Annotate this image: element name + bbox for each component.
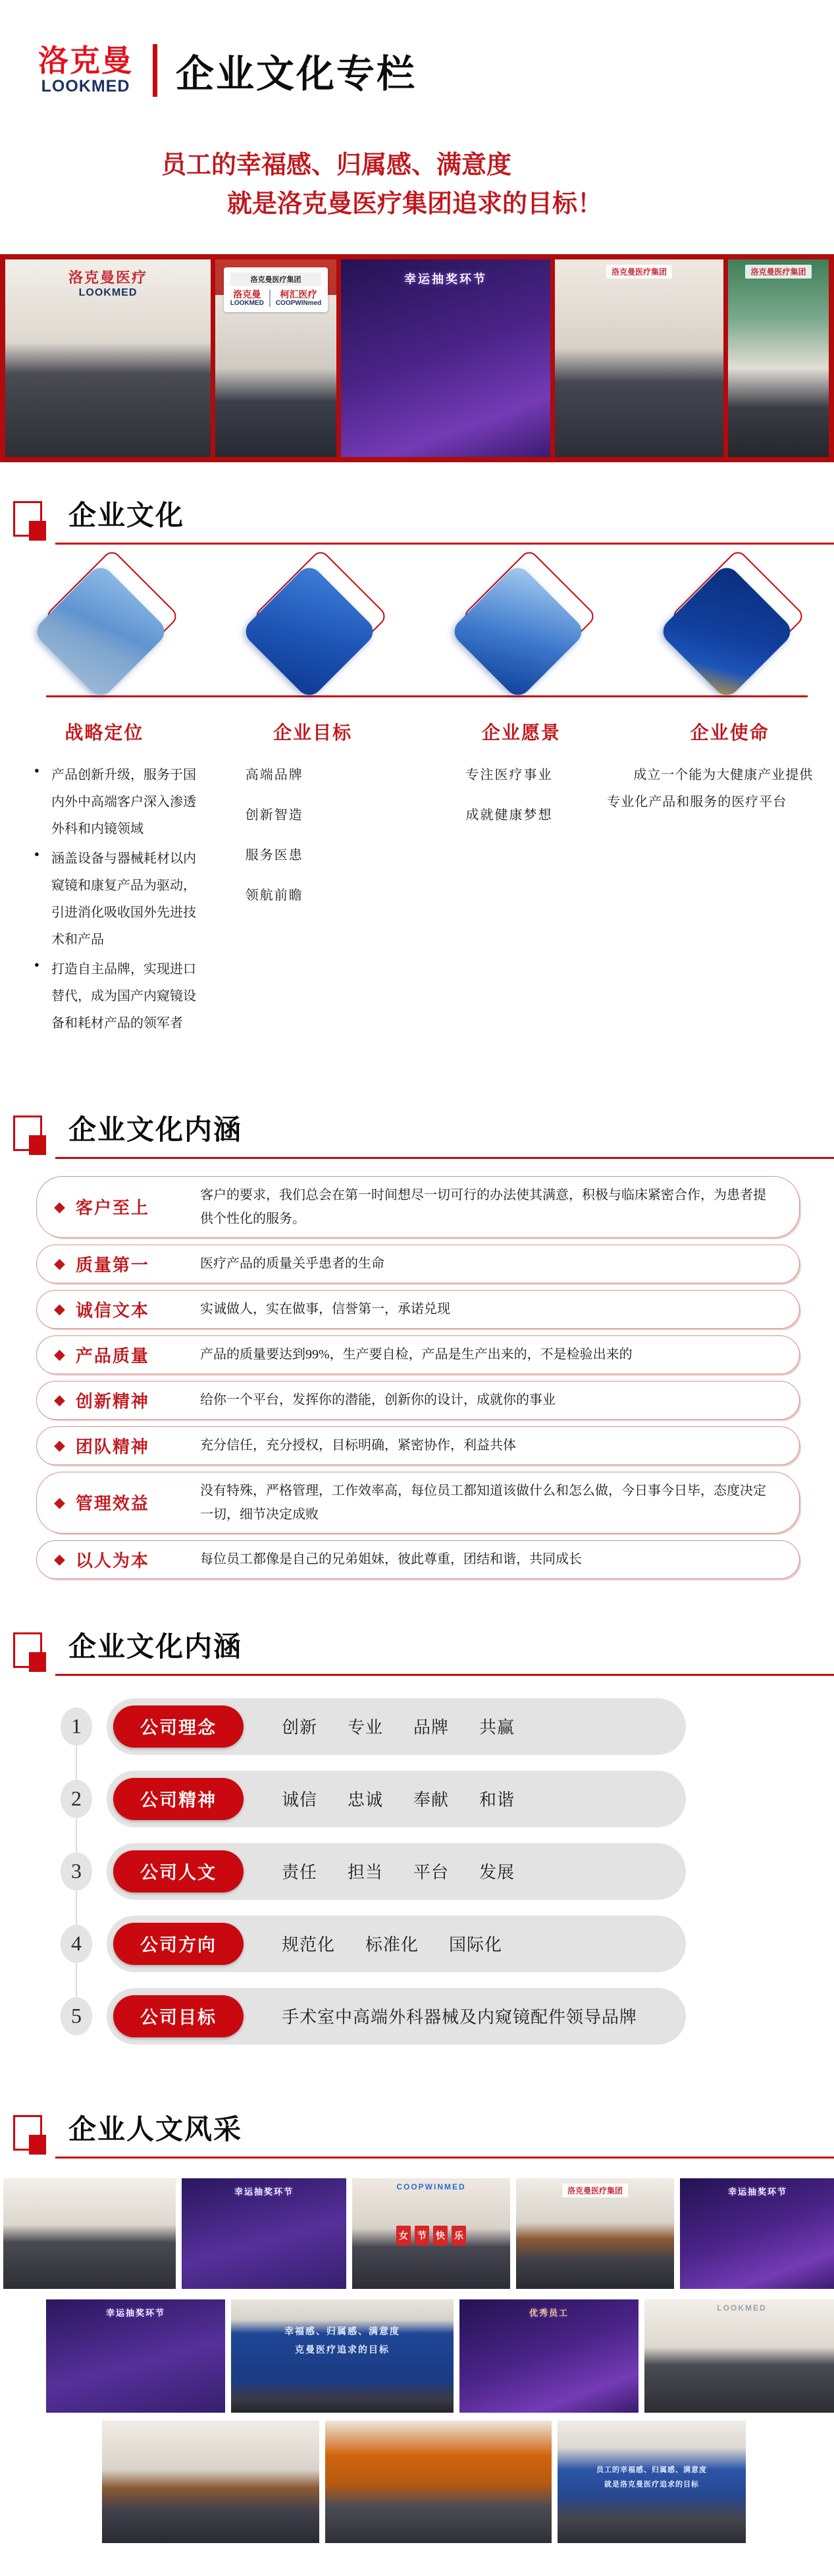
gallery-photo-gift-bags	[102, 2421, 319, 2543]
timeline-item-philosophy	[61, 1698, 834, 1755]
gallery-row-2	[46, 2299, 834, 2413]
banner-text: 幸福感、归属感、满意度 克曼医疗追求的目标	[284, 2325, 400, 2355]
gallery-photo-excellent-staff	[459, 2299, 639, 2413]
pill-description: 充分信任，充分授权，目标明确，紧密协作，利益共体	[200, 1438, 516, 1453]
excellent-staff-screen-text: 优秀员工	[529, 2307, 569, 2318]
masthead	[0, 0, 834, 124]
wall-sign-english: LOOKMED	[78, 287, 138, 298]
pill-label: ◆ 以人为本	[54, 1550, 149, 1570]
strategy-bullet: ● 涵盖设备与器械耗材以内窥镜和康复产品为驱动，引进消化吸收国外先进技术和产品	[34, 845, 203, 953]
column-vision	[417, 762, 626, 1040]
gallery-photo-womens-day	[352, 2178, 510, 2289]
section-gallery-header	[13, 2108, 834, 2159]
timeline-bar	[107, 1988, 686, 2045]
timeline-keywords: 责任 担当 平台 发展	[282, 1863, 515, 1882]
pill-description: 没有特殊，严格管理，工作效率高，每位员工都知道该做什么和怎么做，今日事今日毕，态度决定一切，细节决定成败	[200, 1483, 766, 1522]
timeline-keywords: 手术室中高端外科器械及内窥镜配件领导品牌	[282, 2008, 638, 2027]
timeline-bar	[107, 1916, 686, 1972]
column-goal	[209, 762, 417, 1040]
diamond-marker-icon: ◆	[54, 1551, 66, 1567]
dual-brand-sign	[224, 267, 328, 312]
pill-row-customer-first	[36, 1176, 800, 1238]
diamond-row	[0, 567, 834, 704]
section-corporate-culture	[0, 494, 834, 1040]
gallery-photo-envelope-group	[644, 2299, 834, 2413]
lucky-draw-screen-text: 幸运抽奖环节	[105, 2307, 165, 2318]
gallery-photo-lucky-draw-2	[680, 2178, 834, 2289]
column-strategy	[0, 762, 209, 1040]
diamond-strategy-image	[35, 567, 173, 704]
vision-line: 成就健康梦想	[465, 807, 553, 822]
group-sign: 洛克曼医疗集团	[562, 2184, 628, 2197]
diamond-vision-image	[452, 567, 590, 704]
logo-divider	[153, 44, 157, 97]
lucky-draw-screen-text: 幸运抽奖环节	[727, 2186, 787, 2197]
diamond-marker-icon: ◆	[54, 1437, 66, 1453]
pill-description: 给你一个平台，发挥你的潜能，创新你的设计，成就你的事业	[200, 1393, 556, 1407]
section-connotation	[0, 1108, 834, 1579]
section-underline	[55, 2157, 834, 2159]
timeline-bar	[107, 1698, 686, 1755]
hero-photo-lookmed-wall	[5, 259, 211, 457]
timeline-bar	[107, 1843, 686, 1900]
timeline-number: 2	[61, 1780, 92, 1818]
timeline-label-pill: 公司精神	[113, 1778, 244, 1820]
red-card: 节	[415, 2226, 429, 2245]
timeline-item-spirit	[61, 1771, 834, 1827]
section-gallery-title: 企业人文风采	[68, 2113, 243, 2145]
vision-line: 专注医疗事业	[465, 767, 553, 782]
pill-label: ◆ 诚信文本	[54, 1300, 149, 1320]
slogan-line-1: 员工的幸福感、归属感、满意度	[161, 151, 512, 179]
gallery-row-1	[3, 2178, 831, 2289]
lantern-banner-text: 员工的幸福感、归属感、满意度 就是洛克曼医疗追求的目标	[596, 2465, 707, 2488]
diamond-marker-icon: ◆	[54, 1255, 66, 1272]
diamond-mission-image	[661, 567, 799, 704]
red-card-row	[396, 2226, 466, 2245]
timeline-item-humanity	[61, 1843, 834, 1900]
hero-photo-group-sign	[215, 259, 336, 457]
red-card: 快	[433, 2226, 448, 2245]
slogan-line-2: 就是洛克曼医疗集团追求的目标！	[227, 190, 603, 218]
pill-description: 实诚做人，实在做事，信誉第一，承诺兑现	[200, 1302, 450, 1316]
red-card: 女	[396, 2226, 411, 2245]
hero-photo-band	[0, 254, 834, 462]
gallery-photo-blue-banner	[231, 2299, 454, 2413]
gallery-photo-flowers-group	[516, 2178, 674, 2289]
section-culture-title: 企业文化	[68, 499, 185, 531]
timeline-label-pill: 公司目标	[113, 1995, 244, 2037]
section-square-icon	[13, 1115, 55, 1159]
hero-photo-award	[555, 259, 723, 457]
section-numbered-title: 企业文化内涵	[68, 1630, 243, 1662]
page-title: 企业文化专栏	[176, 52, 417, 95]
caption-strategy: 战略定位	[65, 722, 144, 743]
section-connotation-header	[13, 1108, 834, 1159]
gallery-photo-lucky-draw-1	[182, 2178, 346, 2289]
sign-divider	[269, 290, 271, 307]
diamond-marker-icon: ◆	[54, 1301, 66, 1317]
pill-row-product-quality	[36, 1335, 800, 1374]
lucky-draw-screen-text: 幸运抽奖环节	[234, 2186, 294, 2197]
hero-photo-lucky-draw	[341, 259, 550, 457]
timeline-keywords: 诚信 忠诚 奉献 和谐	[282, 1790, 515, 1810]
pill-row-people-oriented	[36, 1540, 800, 1579]
pill-description: 每位员工都像是自己的兄弟姐妹，彼此尊重，团结和谐，共同成长	[200, 1552, 582, 1567]
pill-label: ◆ 创新精神	[54, 1391, 149, 1411]
sign-lookmed-cn: 洛克曼	[233, 288, 261, 300]
lucky-draw-screen-text: 幸运抽奖环节	[404, 272, 487, 286]
sign-lookmed-en: LOOKMED	[230, 299, 264, 307]
column-mission	[607, 762, 834, 1040]
timeline-label-pill: 公司方向	[113, 1923, 244, 1965]
lookmed-wall-text: LOOKMED	[717, 2303, 767, 2313]
sign-coopwin-en: COOPWINmed	[275, 299, 322, 307]
goal-line: 创新智造	[245, 807, 303, 822]
timeline-bar	[107, 1771, 686, 1827]
timeline-item-direction	[61, 1916, 834, 1972]
section-underline	[55, 543, 834, 545]
diamond-marker-icon: ◆	[54, 1346, 66, 1362]
pill-row-management	[36, 1472, 800, 1534]
connotation-pill-list	[36, 1176, 800, 1579]
timeline-label-pill: 公司理念	[113, 1705, 244, 1748]
wall-sign-chinese: 洛克曼医疗	[68, 269, 147, 286]
culture-columns	[0, 762, 834, 1040]
sign-coopwin-cn: 柯汇医疗	[280, 288, 317, 300]
diamond-captions	[0, 718, 834, 745]
diamond-marker-icon: ◆	[54, 1391, 66, 1408]
diamond-marker-icon: ◆	[54, 1493, 66, 1511]
section-underline	[55, 1674, 834, 1676]
pill-label: ◆ 产品质量	[54, 1345, 149, 1366]
section-square-icon	[13, 501, 55, 545]
timeline-item-target	[61, 1988, 834, 2045]
pill-description: 医疗产品的质量关乎患者的生命	[200, 1256, 384, 1271]
pill-description: 产品的质量要达到99%，生产要自检，产品是生产出来的，不是检验出来的	[200, 1347, 633, 1362]
goal-line: 服务医患	[245, 847, 303, 863]
pill-row-teamwork	[36, 1426, 800, 1465]
diamond-goal-image	[244, 567, 382, 704]
pill-label: ◆ 客户至上	[54, 1198, 149, 1218]
gallery-photo-lantern-event	[558, 2421, 746, 2543]
pill-label: ◆ 管理效益	[54, 1493, 149, 1513]
gallery-photo-showroom	[3, 2178, 176, 2289]
slogan	[0, 146, 834, 224]
strategy-bullet: ● 打造自主品牌，实现进口替代，成为国产内窥镜设备和耗材产品的领军者	[34, 956, 203, 1037]
section-numbered-connotation	[0, 1625, 834, 2045]
gift-room-sign: 洛克曼医疗集团	[745, 265, 811, 279]
gallery-row-3	[102, 2421, 734, 2543]
section-culture-header	[13, 494, 834, 545]
company-values-timeline	[61, 1698, 834, 2045]
goal-line: 高端品牌	[245, 767, 303, 782]
section-square-icon	[13, 1632, 55, 1676]
timeline-number: 1	[61, 1707, 92, 1746]
pill-label: ◆ 团队精神	[54, 1436, 149, 1457]
section-square-icon	[13, 2115, 55, 2159]
section-underline	[55, 1157, 834, 1159]
pill-row-quality-first	[36, 1245, 800, 1283]
section-connotation-title: 企业文化内涵	[68, 1114, 243, 1145]
photo-wall-sign	[68, 269, 147, 300]
caption-mission: 企业使命	[690, 722, 769, 743]
strategy-bullet: ● 产品创新升级，服务于国内外中高端客户深入渗透外科和内镜领域	[34, 762, 203, 843]
group-sign-title: 洛克曼医疗集团	[230, 273, 322, 286]
brand-logo	[38, 45, 133, 95]
logo-english: LOOKMED	[41, 77, 130, 96]
red-card: 乐	[452, 2226, 466, 2245]
award-room-sign: 洛克曼医疗集团	[606, 265, 672, 279]
coopwinmed-sign: COOPWINMED	[396, 2182, 466, 2191]
caption-goal: 企业目标	[273, 722, 353, 743]
timeline-keywords: 规范化 标准化 国际化	[282, 1935, 503, 1954]
mission-paragraph: 成立一个能为大健康产业提供专业化产品和服务的医疗平台	[607, 767, 814, 809]
section-numbered-header	[13, 1625, 834, 1676]
diamond-marker-icon: ◆	[54, 1198, 66, 1215]
pill-row-innovation	[36, 1381, 800, 1420]
timeline-number: 4	[61, 1925, 92, 1963]
pill-label: ◆ 质量第一	[54, 1254, 149, 1275]
gallery-photo-lucky-draw-3	[46, 2299, 225, 2413]
pill-description: 客户的要求，我们总会在第一时间想尽一切可行的办法使其满意，积极与临床紧密合作，为患者提供个性化的服务。	[200, 1187, 766, 1226]
caption-vision: 企业愿景	[481, 722, 561, 743]
section-gallery	[0, 2108, 834, 2543]
timeline-number: 3	[61, 1852, 92, 1891]
goal-line: 领航前瞻	[245, 888, 303, 903]
gallery-photo-office-desks	[325, 2421, 552, 2543]
timeline-keywords: 创新 专业 品牌 共赢	[282, 1718, 515, 1737]
hero-photo-gift	[728, 259, 829, 457]
logo-chinese: 洛克曼	[38, 43, 133, 78]
pill-row-integrity	[36, 1290, 800, 1329]
timeline-label-pill: 公司人文	[113, 1850, 244, 1892]
timeline-number: 5	[61, 1997, 92, 2035]
